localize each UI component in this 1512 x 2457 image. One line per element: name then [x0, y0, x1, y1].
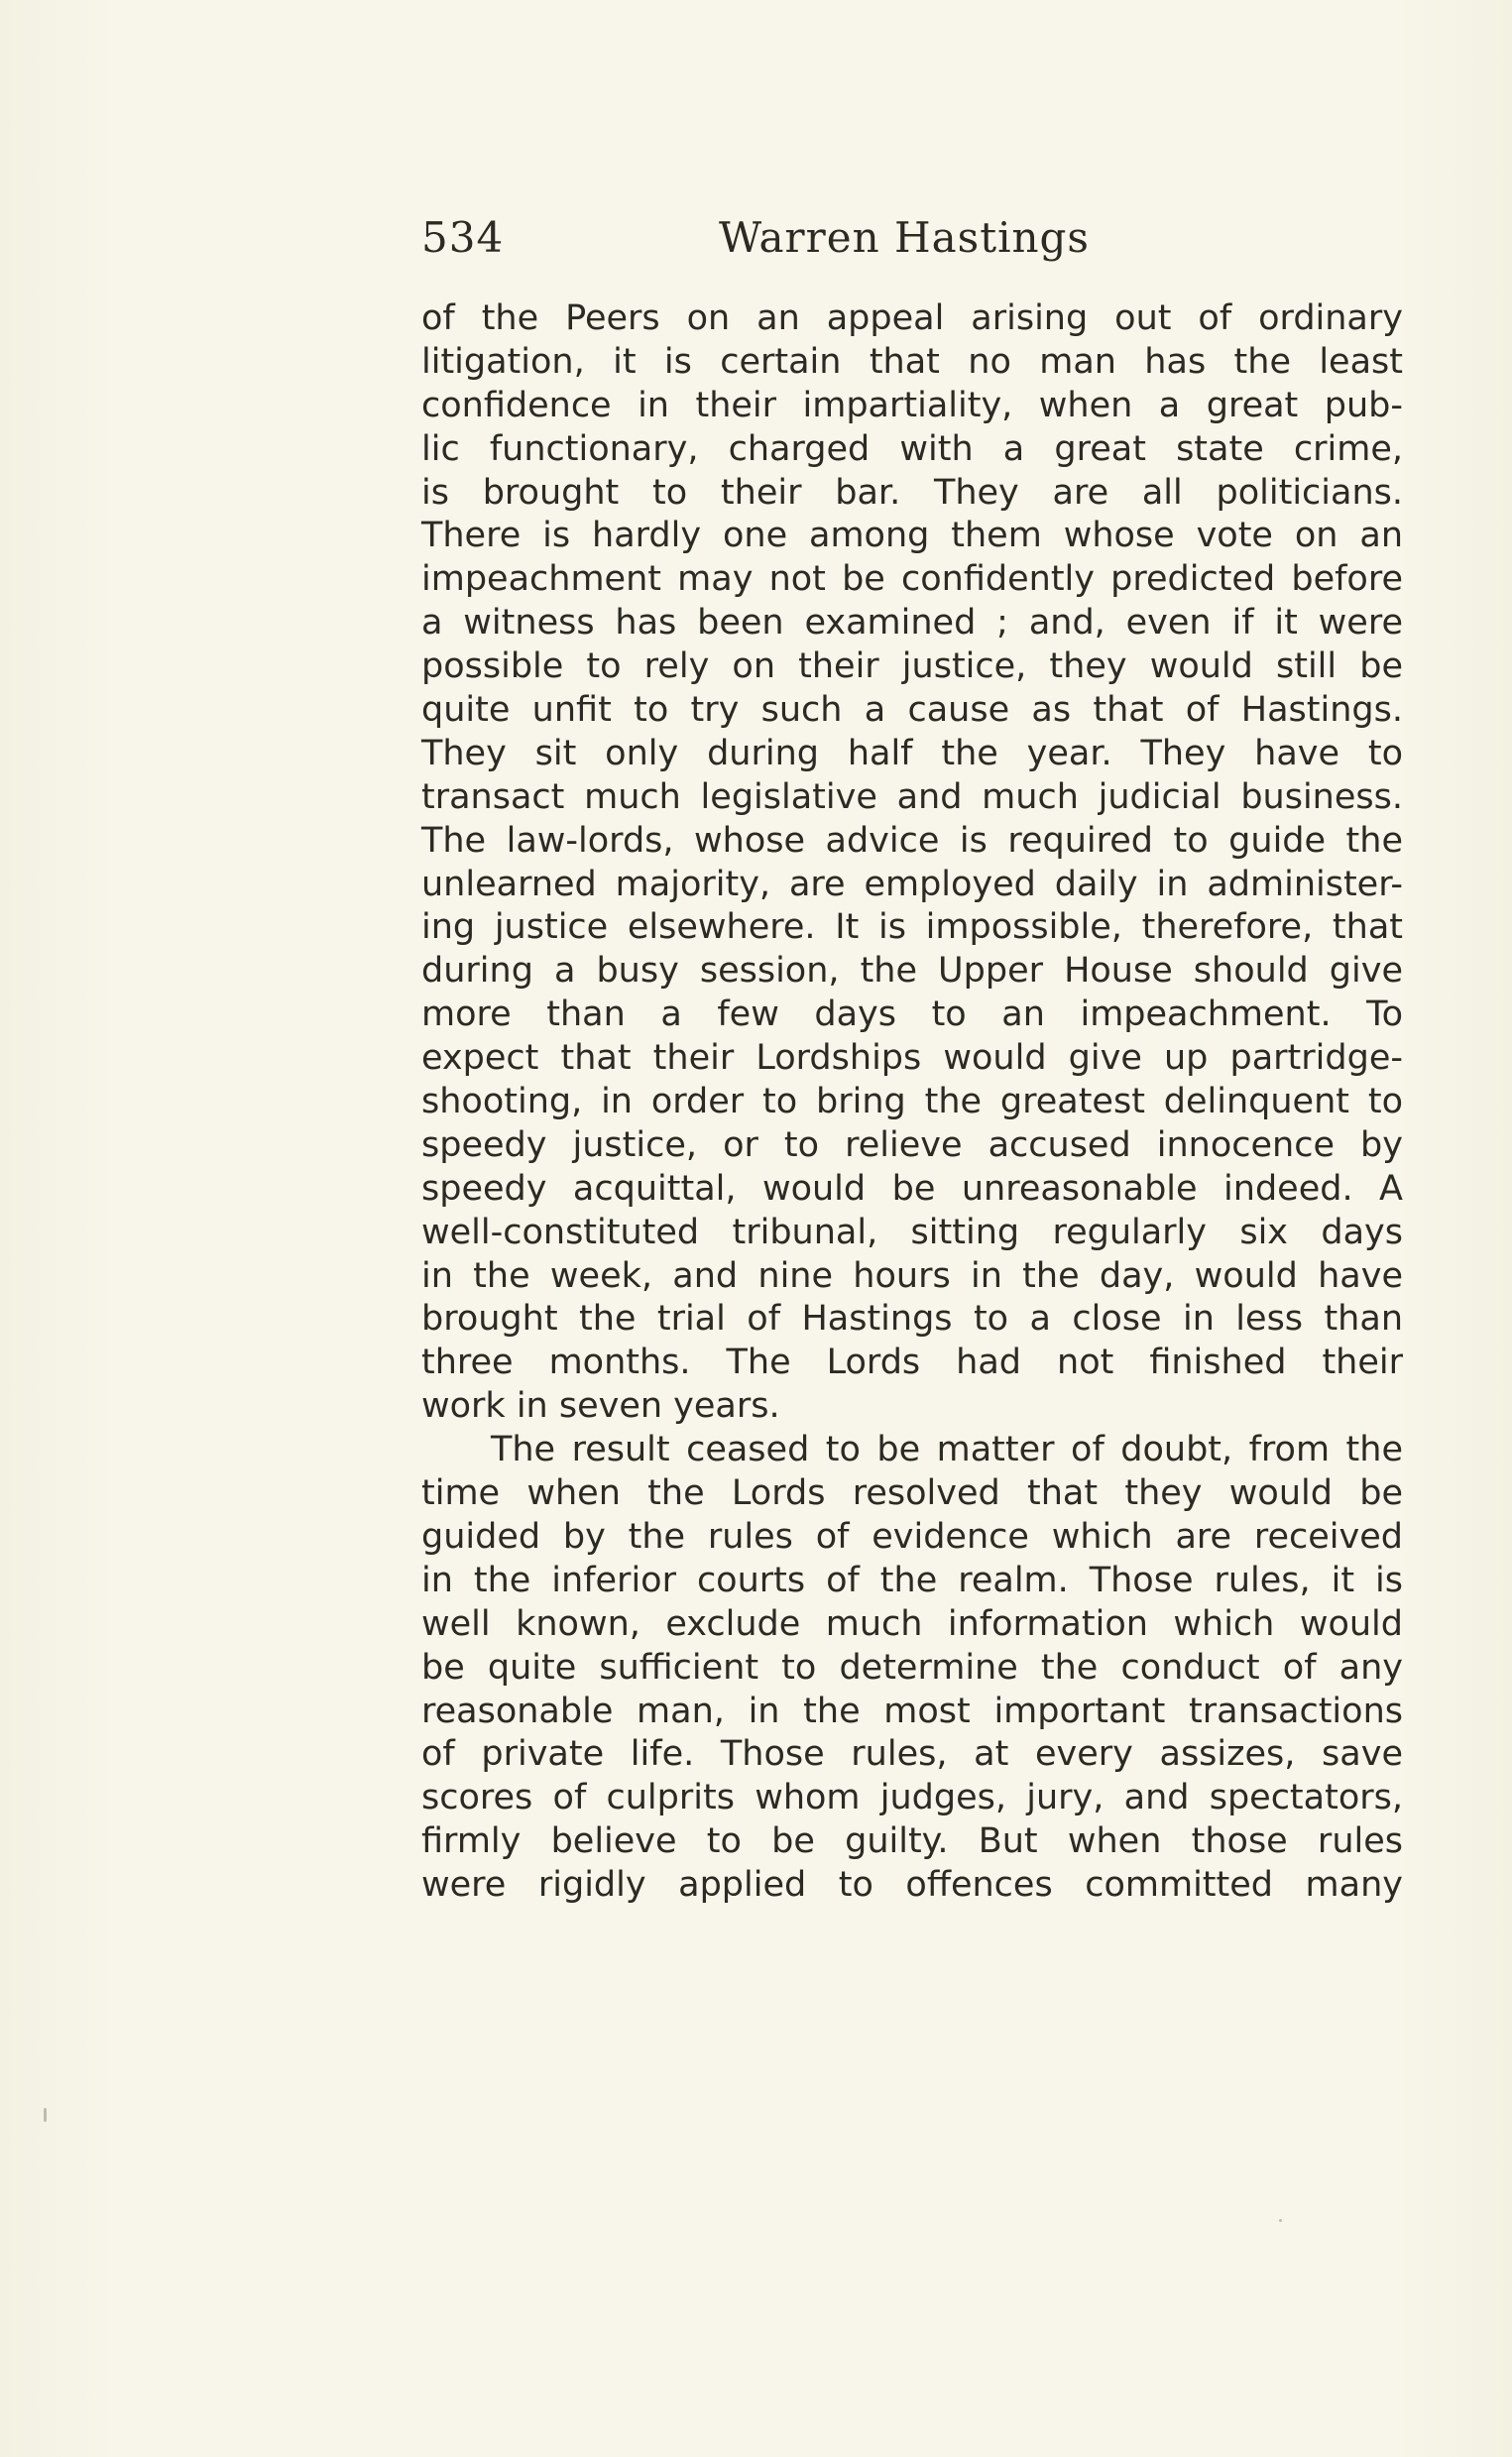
- text-line: shooting, in order to bring the greatest delinquent to: [421, 1082, 1403, 1122]
- running-title: Warren Hastings: [719, 213, 1090, 262]
- text-line: expect that their Lordships would give up partridge-: [421, 1038, 1403, 1079]
- text-line: time when the Lords resolved that they would be: [421, 1473, 1403, 1514]
- text-line: quite unfit to try such a cause as that of Hastings.: [421, 690, 1403, 731]
- text-line: litigation, it is certain that no man has the least: [421, 341, 1403, 382]
- text-line: The law-lords, whose advice is required to guide the: [421, 820, 1403, 861]
- text-line: brought the trial of Hastings to a close in less than: [421, 1299, 1403, 1340]
- paper-speck: [44, 2108, 47, 2122]
- body-text: [421, 297, 1403, 1908]
- text-line: speedy justice, or to relieve accused innocence by: [421, 1124, 1403, 1165]
- text-line: three months. The Lords had not finished their: [421, 1343, 1403, 1383]
- text-line: of private life. Those rules, at every assizes, save: [421, 1734, 1403, 1775]
- text-line: is brought to their bar. They are all politicians.: [421, 472, 1403, 513]
- page-number: 534: [421, 213, 505, 262]
- text-line: confidence in their impartiality, when a great pub-: [421, 385, 1403, 425]
- text-line: possible to rely on their justice, they would still be: [421, 646, 1403, 687]
- text-line: They sit only during half the year. They have to: [421, 733, 1403, 773]
- text-line: scores of culprits whom judges, jury, and spectators,: [421, 1778, 1403, 1818]
- text-line: in the inferior courts of the realm. Those rules, it is: [421, 1560, 1403, 1600]
- page-header: [421, 213, 1403, 273]
- text-line: ing justice elsewhere. It is impossible, therefore, that: [421, 907, 1403, 948]
- text-line: a witness has been examined ; and, even if it were: [421, 603, 1403, 644]
- text-line: firmly believe to be guilty. But when those rules: [421, 1821, 1403, 1862]
- paragraph-start-line: The result ceased to be matter of doubt, from the: [491, 1430, 1403, 1470]
- text-line: guided by the rules of evidence which are received: [421, 1516, 1403, 1557]
- text-line: well known, exclude much information which would: [421, 1603, 1403, 1644]
- text-line: well-constituted tribunal, sitting regularly six days: [421, 1212, 1403, 1252]
- text-line: be quite sufficient to determine the conduct of any: [421, 1647, 1403, 1688]
- paper-speck: [1279, 2219, 1282, 2222]
- text-line: speedy acquittal, would be unreasonable indeed. A: [421, 1168, 1403, 1209]
- text-line: of the Peers on an appeal arising out of ordinary: [421, 298, 1403, 338]
- text-line: were rigidly applied to offences committed many: [421, 1865, 1403, 1906]
- text-line: lic functionary, charged with a great state crime,: [421, 428, 1403, 469]
- text-line: transact much legislative and much judicial business.: [421, 776, 1403, 817]
- text-line: unlearned majority, are employed daily in administer-: [421, 864, 1403, 904]
- text-line: during a busy session, the Upper House should give: [421, 951, 1403, 992]
- text-line: There is hardly one among them whose vote on an: [421, 516, 1403, 556]
- text-line: more than a few days to an impeachment. To: [421, 994, 1403, 1035]
- paragraph-end-line: work in seven years.: [421, 1386, 780, 1427]
- text-line: in the week, and nine hours in the day, would have: [421, 1255, 1403, 1296]
- text-line: reasonable man, in the most important transactions: [421, 1691, 1403, 1731]
- text-line: impeachment may not be confidently predicted before: [421, 559, 1403, 600]
